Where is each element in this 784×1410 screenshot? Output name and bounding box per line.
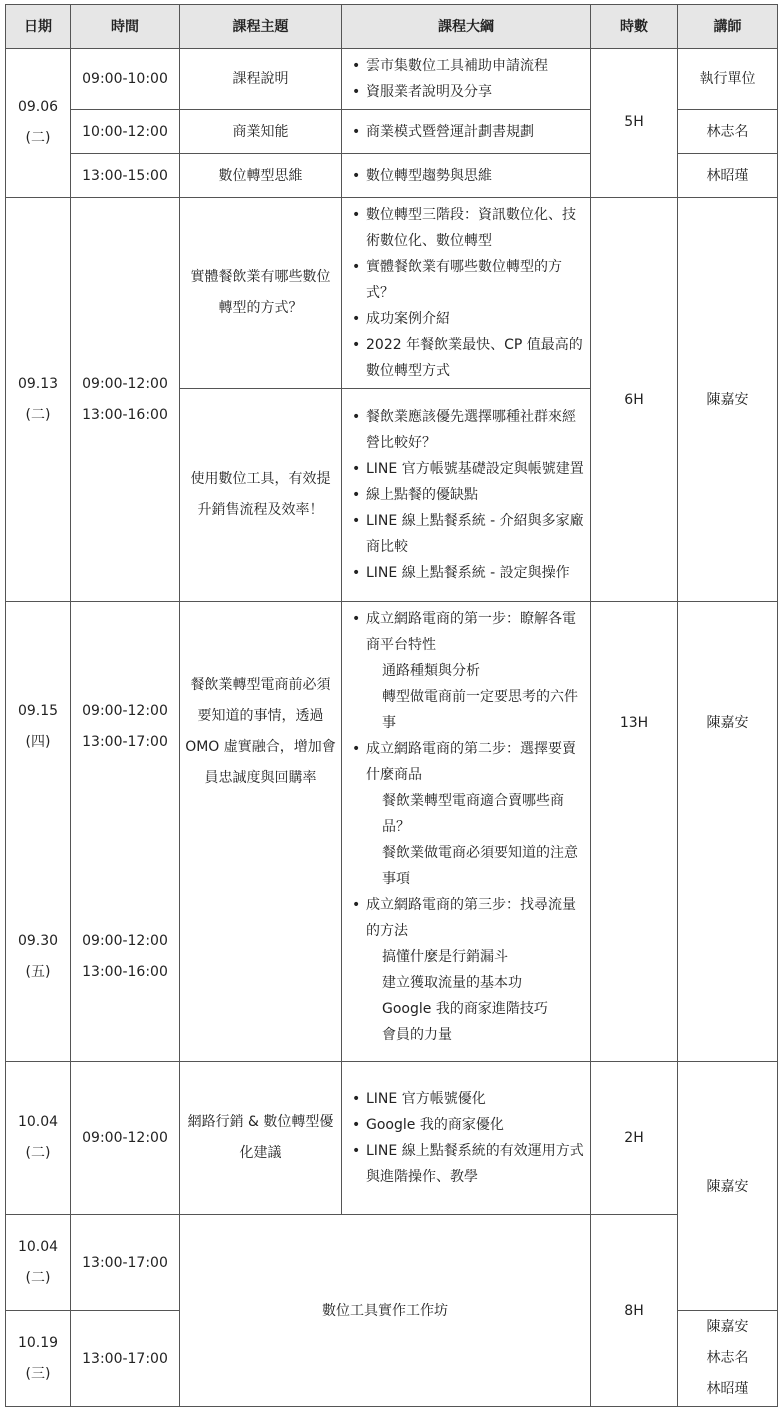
date-cell: [6, 1311, 71, 1407]
topic-cell: 實體餐飲業有哪些數位轉型的方式？: [180, 198, 342, 389]
header-outline: 課程大綱: [342, 5, 591, 49]
outline-item: • 成功案例介紹: [348, 306, 586, 332]
outline-subitem: 通路種類與分析: [382, 663, 480, 679]
outline-item: • 資服業者說明及分享: [348, 79, 586, 105]
date-cell: [6, 1215, 71, 1311]
time-cell: 10:00-12:00: [71, 110, 180, 154]
table-row: [6, 602, 778, 1062]
header-topic: 課程主題: [180, 5, 342, 49]
outline-item: • 數位轉型趨勢與思維: [348, 163, 586, 189]
date-text: 09.13: [17, 375, 59, 392]
hours-cell: 6H: [591, 198, 678, 602]
outline-item: • 2022 年餐飲業最快、CP 值最高的數位轉型方式: [348, 332, 586, 384]
outline-subitem: 餐飲業做電商必須要知道的注意事項: [382, 845, 578, 887]
date-cell: [6, 49, 71, 198]
time-cell: 13:00-17:00: [71, 1215, 180, 1311]
outline-item: • 成立網路電商的第一步：瞭解各電商平台特性: [348, 606, 586, 658]
time-text: 13:00-16:00: [82, 964, 168, 980]
outline-item: • 實體餐飲業有哪些數位轉型的方式？: [348, 254, 586, 306]
outline-cell: [342, 110, 591, 154]
weekday-text: (五): [25, 964, 51, 980]
outline-item: • 餐飲業應該優先選擇哪種社群來經營比較好？: [348, 404, 586, 456]
time-cell: 09:00-12:00: [71, 1062, 180, 1215]
outline-item: • 雲市集數位工具補助申請流程: [348, 53, 586, 79]
table-row: [6, 49, 778, 110]
time-cell: 09:00-10:00: [71, 49, 180, 110]
header-hours: 時數: [591, 5, 678, 49]
time-cell: 13:00-15:00: [71, 154, 180, 198]
instructor-cell: [678, 1311, 778, 1407]
outline-item: • 商業模式暨營運計劃書規劃: [348, 119, 586, 145]
topic-cell: 網路行銷 & 數位轉型優化建議: [180, 1062, 342, 1215]
outline-subitem: 會員的力量: [382, 1027, 452, 1043]
date-cell: [6, 1062, 71, 1215]
outline-subitem: 搞懂什麼是行銷漏斗: [382, 949, 508, 965]
outline-item: • Google 我的商家優化: [348, 1112, 586, 1138]
header-time: 時間: [71, 5, 180, 49]
table-row: [6, 198, 778, 389]
instructor-text: 林昭瑾: [706, 1381, 749, 1397]
outline-cell: [342, 1062, 591, 1215]
outline-item: • 數位轉型三階段：資訊數位化、技術數位化、數位轉型: [348, 202, 586, 254]
weekday-text: (二): [25, 406, 51, 423]
time-cell: 13:00-17:00: [71, 1311, 180, 1407]
header-date: 日期: [6, 5, 71, 49]
topic-cell: 數位轉型思維: [180, 154, 342, 198]
date-text: 10.04: [17, 1114, 59, 1130]
hours-text: 13H: [619, 715, 649, 731]
date-text: 09.06: [17, 99, 59, 115]
outline-subitem: 轉型做電商前一定要思考的六件事: [382, 689, 578, 731]
hours-cell: 2H: [591, 1062, 678, 1215]
date-text: 10.04: [17, 1238, 59, 1255]
time-text: 09:00-12:00: [82, 375, 168, 392]
hours-cell: 5H: [591, 49, 678, 198]
time-cell: [71, 602, 180, 1062]
header-instructor: 講師: [678, 5, 778, 49]
instructor-cell: 陳嘉安: [678, 198, 778, 602]
date-cell: [6, 198, 71, 602]
date-cell: [6, 602, 71, 1062]
weekday-text: (三): [25, 1365, 51, 1382]
topic-cell: 課程說明: [180, 49, 342, 110]
weekday-text: (二): [25, 130, 51, 146]
time-cell: [71, 198, 180, 602]
outline-item: • LINE 官方帳號優化: [348, 1086, 586, 1112]
instructor-text: 陳嘉安: [706, 715, 749, 731]
time-text: 09:00-12:00: [82, 933, 168, 949]
topic-cell: 數位工具實作工作坊: [180, 1215, 591, 1407]
instructor-text: 陳嘉安: [706, 1319, 749, 1335]
time-text: 09:00-12:00: [82, 703, 168, 719]
outline-item: • 成立網路電商的第二步：選擇要賣什麼商品: [348, 736, 586, 788]
course-schedule-table: [5, 4, 778, 1407]
outline-item: • 線上點餐的優缺點: [348, 482, 586, 508]
header-row: [6, 5, 778, 49]
instructor-cell: [678, 602, 778, 1062]
weekday-text: (四): [25, 734, 51, 750]
weekday-text: (二): [25, 1269, 51, 1286]
outline-cell: [342, 154, 591, 198]
topic-cell: 使用數位工具，有效提升銷售流程及效率！: [180, 389, 342, 602]
outline-subitem: 餐飲業轉型電商適合賣哪些商品？: [382, 793, 564, 835]
outline-item: • LINE 線上點餐系統 - 介紹與多家廠商比較: [348, 508, 586, 560]
topic-text: 餐飲業轉型電商前必須要知道的事情，透過 OMO 虛實融合，增加會員忠誠度與回購率: [185, 677, 336, 786]
instructor-cell: 林昭瑾: [678, 154, 778, 198]
outline-item: • LINE 線上點餐系統 - 設定與操作: [348, 560, 586, 586]
outline-subitem: 建立獲取流量的基本功: [382, 975, 522, 991]
outline-cell: [342, 198, 591, 389]
date-text: 09.30: [17, 933, 59, 949]
outline-subitem: Google 我的商家進階技巧: [382, 1001, 548, 1017]
instructor-cell: 林志名: [678, 110, 778, 154]
outline-item: • LINE 官方帳號基礎設定與帳號建置: [348, 456, 586, 482]
instructor-text: 林志名: [706, 1350, 749, 1366]
table-row: [6, 1062, 778, 1215]
hours-cell: [591, 602, 678, 1062]
outline-cell: [342, 389, 591, 602]
date-text: 10.19: [17, 1334, 59, 1351]
hours-cell: 8H: [591, 1215, 678, 1407]
date-text: 09.15: [17, 703, 59, 719]
outline-item: • 成立網路電商的第三步：找尋流量的方法: [348, 892, 586, 944]
outline-item: • LINE 線上點餐系統的有效運用方式與進階操作、教學: [348, 1138, 586, 1190]
weekday-text: (二): [25, 1145, 51, 1161]
time-text: 13:00-16:00: [82, 406, 168, 423]
topic-cell: [180, 602, 342, 1062]
table-row: [6, 1215, 778, 1311]
outline-cell: [342, 602, 591, 1062]
instructor-cell: 執行單位: [678, 49, 778, 110]
topic-cell: 商業知能: [180, 110, 342, 154]
instructor-cell: 陳嘉安: [678, 1062, 778, 1311]
outline-cell: [342, 49, 591, 110]
time-text: 13:00-17:00: [82, 734, 168, 750]
